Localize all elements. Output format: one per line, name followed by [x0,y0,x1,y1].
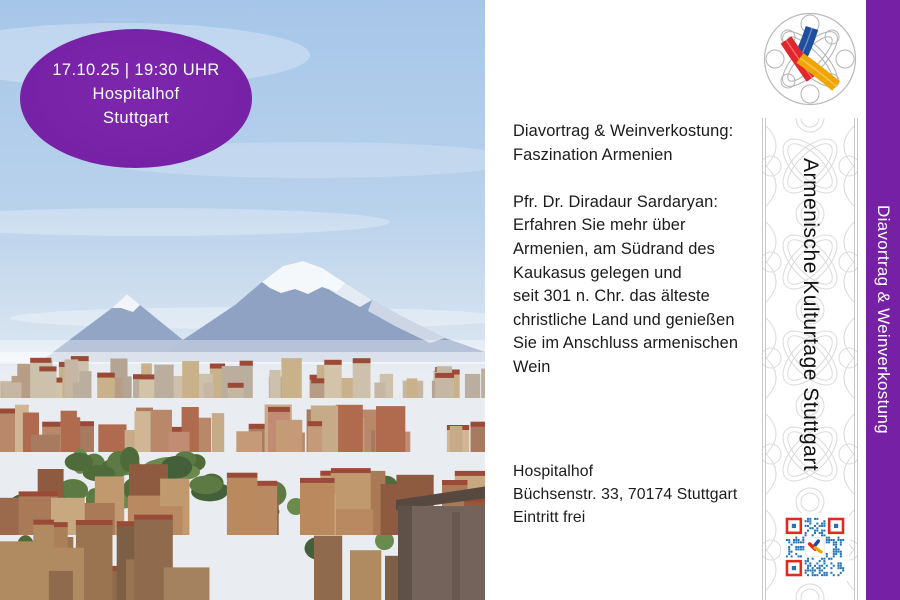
body-line: Sie im Anschluss armenischen [513,334,739,353]
venue-name: Hospitalhof [513,463,594,480]
armenian-knot-logo-icon [762,11,858,107]
venue-address: Büchsenstr. 33, 70174 Stuttgart [513,486,738,503]
body-line: Pfr. Dr. Diradaur Sardaryan: [513,192,719,211]
body-line: christliche Land und genießen [513,310,735,329]
body-line: seit 301 n. Chr. das älteste [513,287,710,306]
vertical-strip-title: Armenische Kulturtage Stuttgart [799,158,822,472]
body-line: Kaukasus gelegen und [513,263,682,282]
event-badge [20,29,252,168]
ornament-strip [762,118,858,600]
purple-sidebar [866,0,900,600]
venue-info [513,460,763,529]
body-line: Wein [513,357,551,376]
event-description [513,120,763,380]
body-line: Armenien, am Südrand des [513,239,715,258]
venue-admission: Eintritt frei [513,509,586,526]
title-line-2: Faszination Armenien [513,145,673,164]
badge-datetime: 17.10.25 | 19:30 UHR [52,61,220,79]
sidebar-vertical-title: Diavortrag & Weinverkostung [874,205,893,434]
badge-city: Stuttgart [103,109,169,127]
title-line-1: Diavortrag & Weinverkostung: [513,122,734,140]
qr-center-logo-icon [806,538,825,557]
body-line: Erfahren Sie mehr über [513,216,686,235]
badge-venue: Hospitalhof [92,85,180,103]
qr-code [781,513,849,581]
